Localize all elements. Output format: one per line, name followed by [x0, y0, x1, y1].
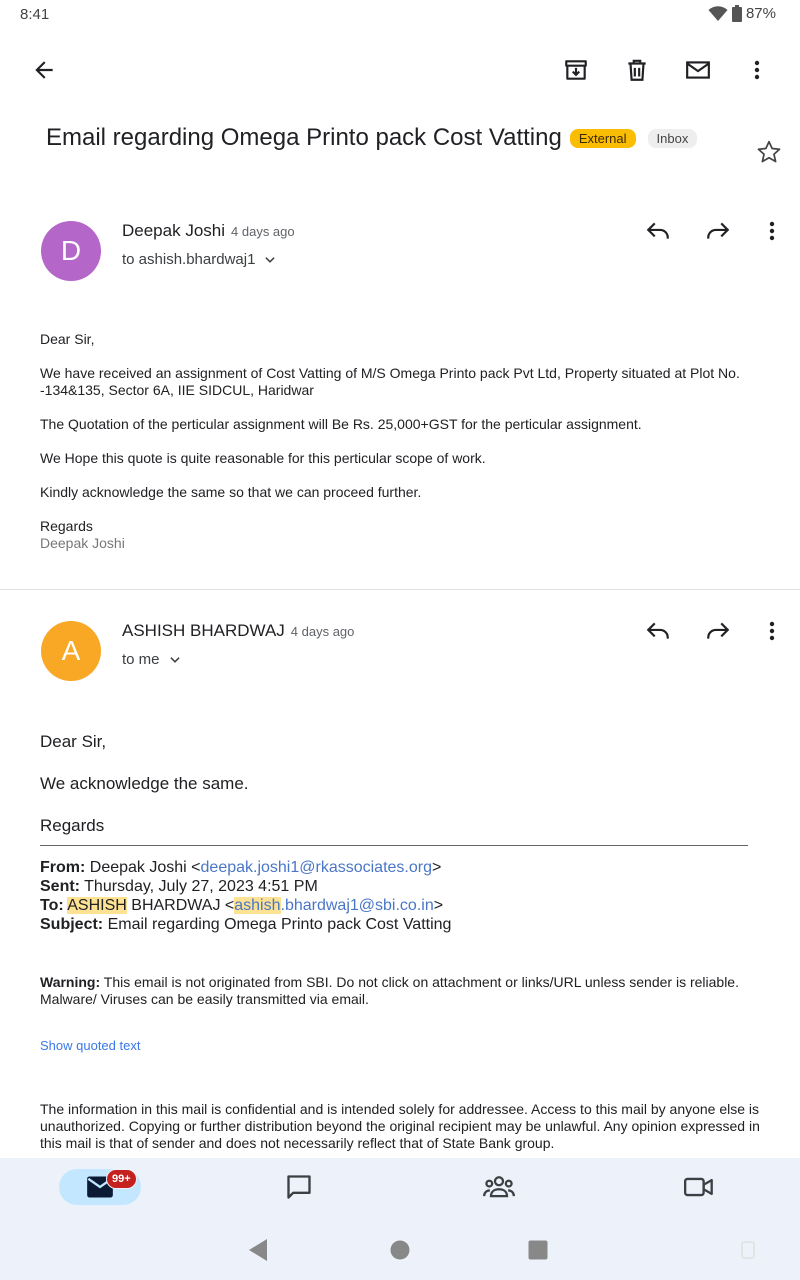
more-vert-icon: [760, 219, 784, 243]
battery-icon: [732, 5, 742, 22]
nav-meet[interactable]: [658, 1169, 740, 1205]
message-divider: [0, 589, 800, 590]
chevron-down-icon: [263, 253, 277, 267]
forwarded-header: [40, 858, 760, 934]
rotate-screen-button[interactable]: [740, 1241, 756, 1259]
status-icons: [708, 5, 776, 22]
recipients-toggle[interactable]: [122, 251, 277, 268]
fwd-sent-row: [40, 877, 760, 896]
more-vert-icon: [760, 619, 784, 643]
warning-label: Warning:: [40, 974, 101, 990]
body-paragraph: We have received an assignment of Cost Vatting of M/S Omega Printo pack Pvt Ltd, Property situated at Plot No. -134&135, Sector 6A, IIE SIDCUL, Haridwar: [40, 365, 740, 398]
body-paragraph: Dear Sir,: [40, 331, 95, 347]
search-highlight: ashish: [234, 897, 281, 914]
system-recents-button[interactable]: [528, 1240, 548, 1260]
people-group-icon: [483, 1173, 515, 1201]
forward-button[interactable]: [694, 207, 742, 255]
fwd-to-row: [40, 896, 760, 915]
circle-home-icon: [390, 1240, 410, 1260]
fwd-subject-value: Email regarding Omega Printo pack Cost Vatting: [107, 916, 452, 933]
forward-icon: [705, 218, 731, 244]
message-more-button[interactable]: [748, 207, 796, 255]
fwd-subject-label: Subject:: [40, 916, 104, 933]
fwd-from-name: Deepak Joshi <: [89, 859, 201, 876]
show-quoted-text-link[interactable]: Show quoted text: [40, 1038, 141, 1053]
system-back-button[interactable]: [247, 1238, 269, 1262]
chevron-down-icon: [168, 653, 182, 667]
video-camera-icon: [684, 1175, 714, 1199]
chat-icon: [285, 1173, 313, 1201]
archive-icon: [563, 57, 589, 83]
message-time: 4 days ago: [231, 224, 295, 239]
reply-button[interactable]: [634, 207, 682, 255]
regards-text: Regards: [40, 518, 93, 534]
search-highlight: ASHISH: [67, 897, 127, 914]
body-paragraph: The Quotation of the perticular assignment will Be Rs. 25,000+GST for the perticular assignment.: [40, 416, 642, 432]
disclaimer-text: The information in this mail is confidential and is intended solely for addressee. Access to this mail by anyone else is unauthorized. Copying or further distribution beyond the original recipient may be unlawful. Any opinion expressed in this mail is that of sender and does not necessarily reflect that of State Bank group.: [40, 1101, 760, 1151]
fwd-to-email-link[interactable]: [234, 897, 433, 914]
reply-button[interactable]: [634, 607, 682, 655]
fwd-sent-value: Thursday, July 27, 2023 4:51 PM: [84, 878, 318, 895]
mail-icon: [684, 57, 712, 83]
email-subject-row: [46, 124, 697, 152]
sender-avatar[interactable]: A: [41, 621, 101, 681]
square-recents-icon: [528, 1240, 548, 1260]
fwd-to-end: >: [433, 897, 444, 914]
sender-name: Deepak Joshi: [122, 221, 226, 240]
fwd-subject-row: [40, 915, 760, 934]
email-subject: Email regarding Omega Printo pack Cost Vatting: [46, 124, 562, 151]
trash-icon: [624, 57, 650, 83]
warning-text: [40, 974, 760, 1008]
sender-avatar[interactable]: D: [41, 221, 101, 281]
recipients-toggle[interactable]: [122, 651, 182, 668]
status-time: 8:41: [20, 6, 50, 23]
nav-chat[interactable]: [258, 1169, 340, 1205]
delete-button[interactable]: [613, 46, 661, 94]
inbox-label[interactable]: Inbox: [648, 129, 698, 148]
regards-text: Regards: [40, 816, 105, 835]
wifi-icon: [708, 6, 728, 22]
quoted-separator: [40, 845, 748, 846]
fwd-from-end: >: [432, 859, 442, 876]
warning-body: This email is not originated from SBI. Do not click on attachment or links/URL unless sender is reliable. Malware/ Viruses can be easily transmitted via email.: [40, 974, 739, 1007]
fwd-to-name: BHARDWAJ <: [126, 897, 235, 914]
nav-spaces[interactable]: [458, 1169, 540, 1205]
triangle-back-icon: [247, 1238, 269, 1262]
rotate-icon: [740, 1241, 756, 1259]
fwd-to-label: To:: [40, 897, 64, 914]
body-paragraph: Kindly acknowledge the same so that we can proceed further.: [40, 484, 422, 500]
fwd-from-email-link[interactable]: deepak.joshi1@rkassociates.org: [200, 859, 432, 876]
arrow-back-icon: [31, 57, 57, 83]
more-vert-icon: [745, 58, 769, 82]
star-button[interactable]: [745, 128, 793, 176]
body-line: We acknowledge the same.: [40, 774, 249, 793]
more-options-button[interactable]: [733, 46, 781, 94]
fwd-sent-label: Sent:: [40, 878, 80, 895]
external-label: External: [570, 129, 636, 148]
message-more-button[interactable]: [748, 607, 796, 655]
back-button[interactable]: [20, 46, 68, 94]
mark-unread-button[interactable]: [674, 46, 722, 94]
fwd-from-row: [40, 858, 760, 877]
message-header[interactable]: [122, 621, 354, 641]
fwd-to-email: .bhardwaj1@sbi.co.in: [280, 897, 434, 914]
star-icon: [756, 139, 782, 165]
forward-button[interactable]: [694, 607, 742, 655]
message-header[interactable]: [122, 221, 295, 241]
fwd-from-label: From:: [40, 859, 86, 876]
recipient-text: to ashish.bhardwaj1: [122, 251, 256, 268]
archive-button[interactable]: [552, 46, 600, 94]
sender-name: ASHISH BHARDWAJ: [122, 621, 285, 640]
message-body: [40, 331, 760, 552]
message-time: 4 days ago: [290, 624, 355, 639]
reply-icon: [645, 218, 671, 244]
battery-level: 87%: [745, 5, 776, 22]
mail-unread-badge: 99+: [106, 1169, 137, 1189]
system-home-button[interactable]: [390, 1240, 410, 1260]
recipient-text: to me: [122, 651, 160, 668]
greeting-text: Dear Sir,: [40, 732, 107, 751]
forward-icon: [705, 618, 731, 644]
reply-icon: [645, 618, 671, 644]
body-paragraph: We Hope this quote is quite reasonable for this perticular scope of work.: [40, 450, 486, 466]
signature: Deepak Joshi: [40, 535, 125, 551]
